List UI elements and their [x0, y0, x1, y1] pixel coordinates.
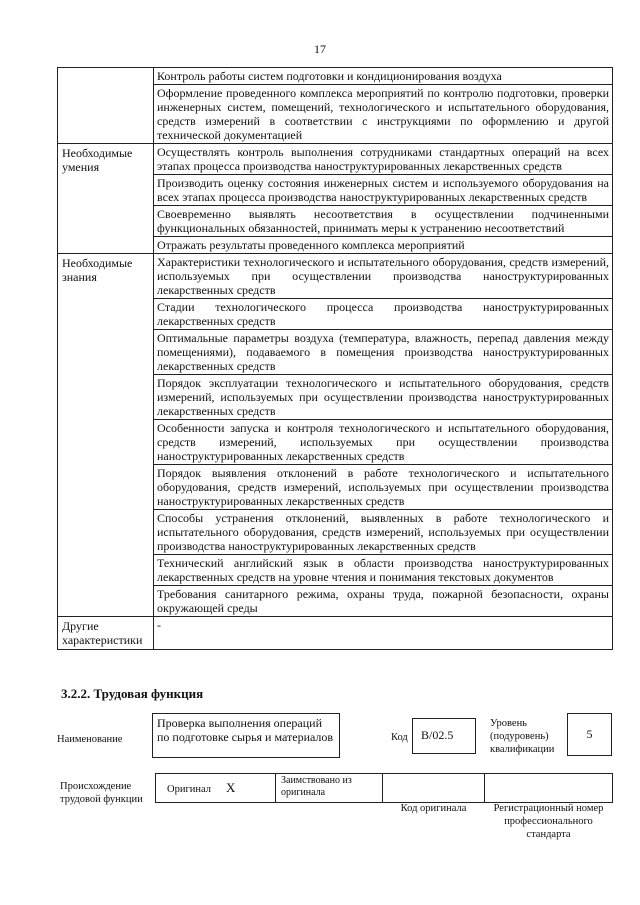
row-text: Способы устранения отклонений, выявленных в работе технологического и испытательного оборудования, средств измерений, используемых при осуществлении производства наноструктурированных лекарственных средств: [154, 510, 613, 555]
section-title: 3.2.2. Трудовая функция: [61, 686, 204, 701]
name-label: Наименование: [57, 734, 123, 745]
code-value: B/02.5: [421, 728, 454, 742]
table-row: [58, 617, 613, 650]
row-label-other: Другие характеристики: [58, 617, 154, 650]
row-text: -: [154, 617, 613, 650]
original-cell: [155, 773, 276, 803]
code-original-cell: [382, 773, 485, 803]
reg-number-caption: Регистрационный номер профессионального стандарта: [493, 803, 604, 840]
borrowed-cell: [275, 773, 383, 803]
level-value: 5: [586, 727, 593, 741]
original-mark: X: [226, 780, 236, 795]
code-label: Код: [391, 732, 408, 743]
level-box: [567, 713, 612, 756]
function-name-box: [152, 713, 340, 758]
row-label-skills: Необходимые умения: [58, 144, 154, 254]
row-text: Своевременно выявлять несоответствия в осуществлении подчиненными функциональных обязанностей, принимать меры к устранению несоответствий: [154, 206, 613, 237]
row-text: Оформление проведенного комплекса мероприятий по контролю подготовки, проверки инженерных систем, помещений, технологического и испытательного оборудования, средств измерений в соответствии с инструкциями по оформлению и другой технической документацией: [154, 85, 613, 144]
row-text: Контроль работы систем подготовки и кондиционирования воздуха: [154, 68, 613, 85]
row-text: Стадии технологического процесса производства наноструктурированных лекарственных средств: [154, 299, 613, 330]
row-text: Отражать результаты проведенного комплекса мероприятий: [154, 237, 613, 254]
function-name: Проверка выполнения операций по подготовке сырья и материалов: [157, 716, 334, 744]
row-text: Технический английский язык в области производства наноструктурированных лекарственных средств на уровне чтения и понимания текстовых документов: [154, 555, 613, 586]
table-row: [58, 254, 613, 299]
row-label: [58, 68, 154, 144]
reg-number-cell: [484, 773, 613, 803]
row-text: Осуществлять контроль выполнения сотрудниками стандартных операций на всех этапах процесса производства наноструктурированных лекарственных средств: [154, 144, 613, 175]
origin-label: Происхождение трудовой функции: [60, 781, 143, 805]
requirements-table: [57, 67, 613, 650]
row-text: Порядок выявления отклонений в работе технологического и испытательного оборудования, средств измерений, используемых при осуществлении производства наноструктурированных лекарственных средств: [154, 465, 613, 510]
level-label: Уровень (подуровень) квалификации: [490, 718, 555, 755]
row-text: Оптимальные параметры воздуха (температура, влажность, перепад давления между помещениями), подаваемого в помещения производства наноструктурированных лекарственных средств: [154, 330, 613, 375]
table-row: [58, 144, 613, 175]
row-text: Характеристики технологического и испытательного оборудования, средств измерений, используемых при осуществлении производства наноструктурированных лекарственных средств: [154, 254, 613, 299]
borrowed-label: Заимствовано из оригинала: [281, 775, 352, 798]
row-text: Требования санитарного режима, охраны труда, пожарной безопасности, охраны окружающей среды: [154, 586, 613, 617]
table-row: [58, 68, 613, 85]
code-box: [412, 718, 476, 754]
original-label: Оригинал: [167, 784, 211, 795]
row-text: Производить оценку состояния инженерных систем и используемого оборудования на всех этапах процесса производства наноструктурированных лекарственных средств: [154, 175, 613, 206]
row-text: Порядок эксплуатации технологического и испытательного оборудования, средств измерений, используемых при осуществлении производства наноструктурированных лекарственных средств: [154, 375, 613, 420]
row-text: Особенности запуска и контроля технологического и испытательного оборудования, средств измерений, используемых при осуществлении производства наноструктурированных лекарственных средств: [154, 420, 613, 465]
code-original-caption: Код оригинала: [400, 803, 467, 814]
page-number: 17: [314, 42, 326, 56]
row-label-knowledge: Необходимые знания: [58, 254, 154, 617]
